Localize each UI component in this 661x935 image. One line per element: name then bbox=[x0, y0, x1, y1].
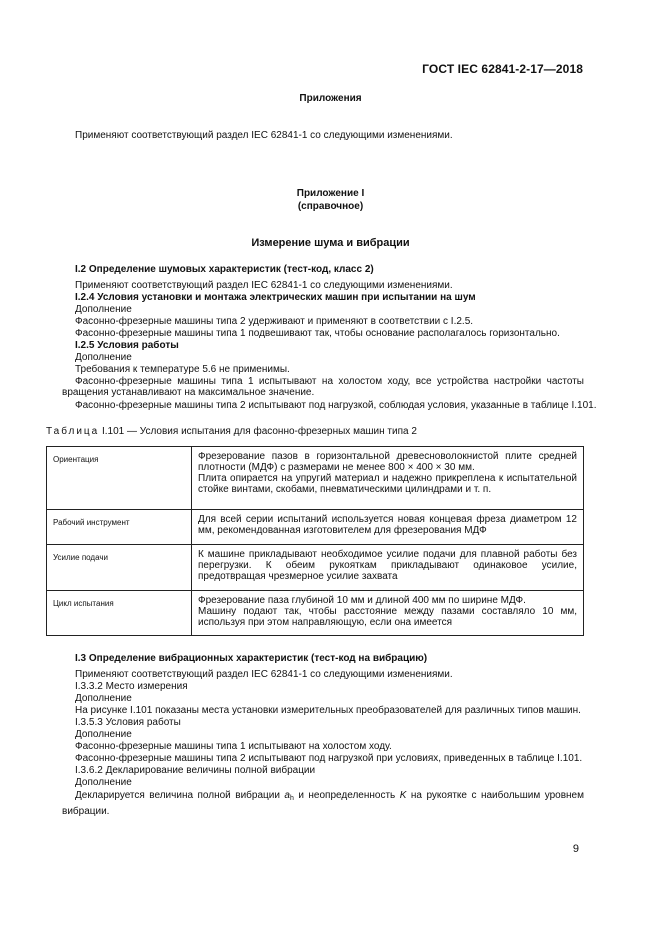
table-cell-text bbox=[192, 545, 584, 591]
table-cell-text bbox=[192, 510, 584, 545]
table-caption-text: I.101 — Условия испытания для фасонно-фрезерных машин типа 2 bbox=[102, 426, 417, 437]
standard-number: ГОСТ IEC 62841-2-17—2018 bbox=[422, 62, 583, 76]
table-cell-label: Рабочий инструмент bbox=[47, 510, 192, 545]
row-text-2: Машину подают так, чтобы расстояние между пазами составляло 10 мм, используя при этом направляющую, если она имеется bbox=[198, 606, 577, 628]
table-row bbox=[47, 545, 584, 591]
row-text: Фрезерование паза глубиной 10 мм и длиной 400 мм по ширине МДФ. bbox=[198, 595, 526, 606]
noise-s2-p2: Фасонно-фрезерные машины типа 1 испытывают на холостом ходу, все устройства настройки частоты вращения устанавливают на максимальное значение. bbox=[62, 376, 584, 398]
noise-s1-p1: Фасонно-фрезерные машины типа 2 удерживают и применяют в соответствии с I.2.5. bbox=[75, 316, 474, 327]
annex-title: Приложение I bbox=[296, 188, 365, 199]
table-row bbox=[47, 591, 584, 636]
table-cell-label: Ориентация bbox=[47, 447, 192, 510]
vibration-var-a: a bbox=[284, 790, 290, 801]
table-cell-label: Усилие подачи bbox=[47, 545, 192, 591]
vibration-var-k: K bbox=[399, 790, 407, 801]
noise-s1-p2: Фасонно-фрезерные машины типа 1 подвешивают так, чтобы основание располагалось горизонтально. bbox=[75, 328, 560, 339]
noise-s2-p3: Фасонно-фрезерные машины типа 2 испытывают под нагрузкой, соблюдая условия, указанные в таблице I.101. bbox=[75, 400, 597, 411]
table-cell-label: Цикл испытания bbox=[47, 591, 192, 636]
vibration-p362-a: Декларируется величина полной вибрации bbox=[75, 790, 280, 801]
vibration-p353b: Фасонно-фрезерные машины типа 2 испытывают под нагрузкой при условиях, приведенных в таблице I.101. bbox=[75, 753, 583, 764]
vibration-p353a: Фасонно-фрезерные машины типа 1 испытывают на холостом ходу. bbox=[75, 741, 392, 752]
test-conditions-table bbox=[46, 446, 584, 636]
noise-s1-heading: I.2.4 Условия установки и монтажа электрических машин при испытании на шум bbox=[75, 292, 476, 303]
noise-s2-heading: I.2.5 Условия работы bbox=[75, 340, 179, 351]
table-cell-text bbox=[192, 591, 584, 636]
row-text: Фрезерование пазов в горизонтальной древесноволокнистой плите средней плотности (МДФ) с размерами не менее 800 × 400 × 30 мм. bbox=[198, 451, 577, 473]
noise-s1-label: Дополнение bbox=[75, 304, 132, 315]
table-row bbox=[47, 510, 584, 545]
vibration-l353: Дополнение bbox=[75, 729, 132, 740]
vibration-p362-paragraph bbox=[62, 789, 584, 818]
appendices-text: Применяют соответствующий раздел IEC 62841-1 со следующими изменениями. bbox=[75, 130, 453, 141]
noise-s2-label: Дополнение bbox=[75, 352, 132, 363]
vibration-p362-c: на рукоятке с наибольшим уровнем вибрации. bbox=[62, 790, 584, 817]
appendices-title: Приложения bbox=[299, 93, 362, 104]
table-row bbox=[47, 447, 584, 510]
vibration-h362: I.3.6.2 Декларирование величины полной вибрации bbox=[75, 765, 316, 776]
page-number: 9 bbox=[572, 843, 579, 855]
vibration-h353: I.3.5.3 Условия работы bbox=[75, 717, 181, 728]
noise-heading: I.2 Определение шумовых характеристик (тест-код, класс 2) bbox=[75, 264, 374, 275]
vibration-h332: I.3.3.2 Место измерения bbox=[75, 681, 188, 692]
table-caption-word: Таблица bbox=[46, 426, 100, 437]
noise-intro: Применяют соответствующий раздел IEC 62841-1 со следующими изменениями. bbox=[75, 280, 453, 291]
vibration-p362-b: и неопределенность bbox=[298, 790, 396, 801]
table-caption bbox=[46, 426, 417, 437]
row-text: Для всей серии испытаний используется новая концевая фреза диаметром 12 мм, рекомендованная изготовителем для фрезерования МДФ bbox=[198, 514, 577, 536]
noise-s2-p2-paragraph bbox=[62, 376, 584, 398]
vibration-l362: Дополнение bbox=[75, 777, 132, 788]
vibration-l332: Дополнение bbox=[75, 693, 132, 704]
row-text-2: Плита опирается на упругий материал и надежно прикреплена к испытательной стойке винтами, скобами, пневматическими цилиндрами и т. п. bbox=[198, 473, 577, 495]
vibration-heading: I.3 Определение вибрационных характеристик (тест-код на вибрацию) bbox=[75, 653, 428, 664]
vibration-p332: На рисунке I.101 показаны места установки измерительных преобразователей для различных типов машин. bbox=[75, 705, 581, 716]
vibration-var-sub: h bbox=[289, 795, 294, 802]
table-cell-text bbox=[192, 447, 584, 510]
row-text: К машине прикладывают необходимое усилие подачи для плавной работы без перегрузки. К обеим рукояткам прикладывают одинаковое усилие, предотвращая чрезмерное усилие захвата bbox=[198, 549, 577, 582]
annex-heading: Измерение шума и вибрации bbox=[251, 237, 410, 249]
annex-subtitle: (справочное) bbox=[297, 201, 364, 212]
noise-s2-p1: Требования к температуре 5.6 не применимы. bbox=[75, 364, 290, 375]
vibration-intro: Применяют соответствующий раздел IEC 62841-1 со следующими изменениями. bbox=[75, 669, 453, 680]
